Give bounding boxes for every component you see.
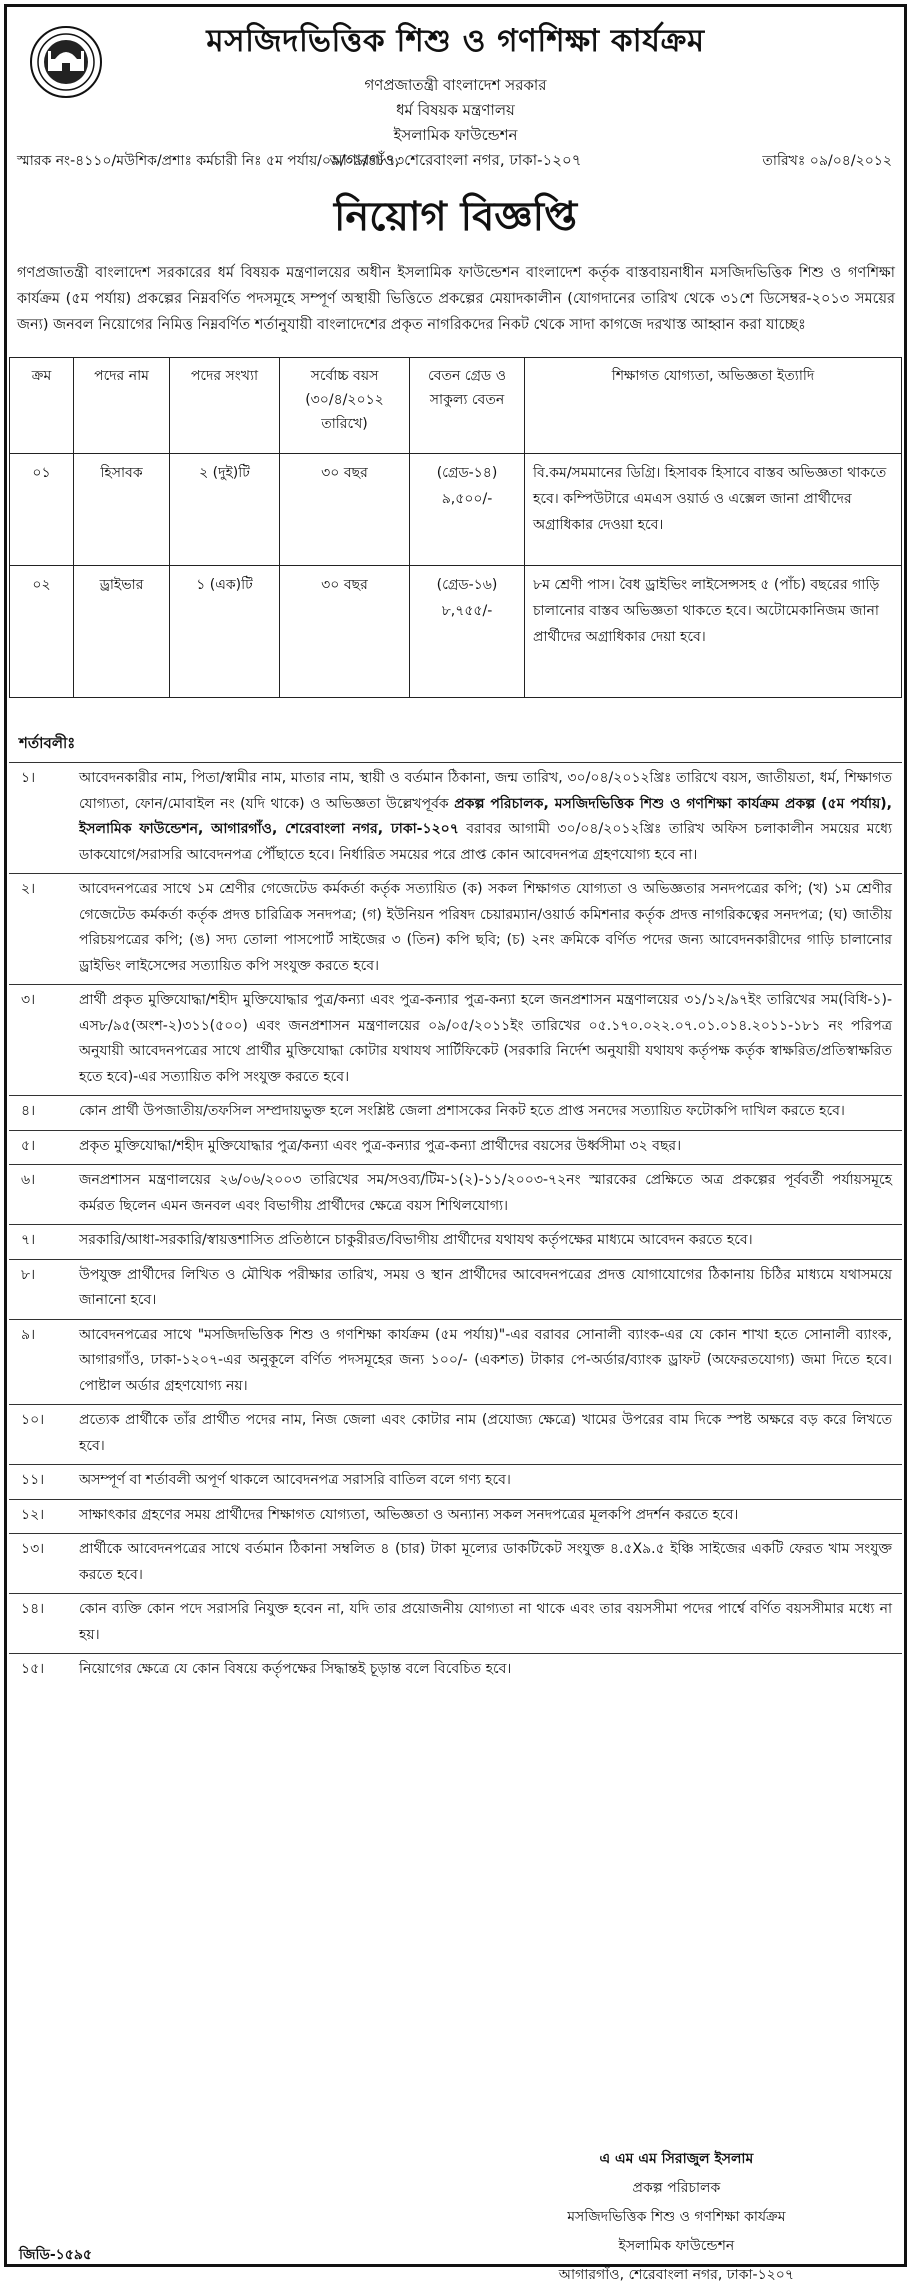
intro-paragraph: গণপ্রজাতন্ত্রী বাংলাদেশ সরকারের ধর্ম বিষয়ক মন্ত্রণালয়ের অধীন ইসলামিক ফাউন্ডেশন বাংলাদেশ কর্তৃক বাস্তবায়নাধীন মসজিদভিত্তিক শিশু ও গণশিক্ষা কার্যক্রম (৫ম পর্যায়) প্রকল্পের নিম্নবর্ণিত পদসমূহে সম্পূর্ণ অস্থায়ী ভিত্তিতে প্রকল্পের মেয়াদকালীন (যোগদানের তারিখ থেকে ৩১শে ডিসেম্বর-২০১৩ সময়ের জন্য) জনবল নিয়োগের নিমিত্ত নিম্নবর্ণিত শর্তানুযায়ী বাংলাদেশের প্রকৃত নাগরিকদের নিকট থেকে সাদা কাগজে দরখাস্ত আহ্বান করা যাচ্ছেঃ	[17, 265, 895, 333]
cell-post-count: ২ (দুই)টি	[170, 454, 280, 566]
condition-text	[79, 1468, 902, 1494]
signatory-address: আগারগাঁও, শেরেবাংলা নগর, ঢাকা-১২০৭	[558, 2267, 794, 2283]
notice-title: নিয়োগ বিজ্ঞপ্তি	[333, 194, 577, 240]
col-post-name: পদের নাম	[74, 358, 170, 454]
table-header-row	[10, 358, 902, 454]
gov-line-3: ইসলামিক ফাউন্ডেশন	[393, 126, 518, 144]
cell-post-name: ড্রাইভার	[74, 566, 170, 698]
condition-text-part: সরকারি/আধা-সরকারি/স্বায়ত্তশাসিত প্রতিষ্ঠানে চাকুরীরত/বিভাগীয় প্রার্থীদের যথাযথ কর্তৃপক্ষের মাধ্যমে আবেদন করতে হবে।	[79, 1232, 753, 1248]
cell-serial: ০২	[10, 566, 74, 698]
condition-text-part: প্রকৃত মুক্তিযোদ্ধা/শহীদ মুক্তিযোদ্ধার পুত্র/কন্যা এবং পুত্র-কন্যার পুত্র-কন্যা প্রার্থীদের বয়সের উর্ধ্বসীমা ৩২ বছর।	[79, 1137, 682, 1154]
condition-text-part: বরাবর আগামী ৩০/০৪/২০১২খ্রিঃ তারিখ অফিস চলাকালীন সময়ের মধ্যে ডাকযোগে/সরাসরি আবেদনপত্র পৌঁছাতে হবে। নির্ধারিত সময়ের পরে প্রাপ্ত কোন আবেদনপত্র গ্রহণযোগ্য হবে না।	[79, 821, 892, 863]
conditions-heading: শর্তাবলীঃ	[19, 734, 76, 752]
condition-number: ৪।	[21, 1103, 36, 1119]
condition-number: ১১।	[21, 1472, 45, 1488]
condition-text	[79, 1099, 902, 1125]
condition-text	[79, 1134, 902, 1160]
condition-number: ৭।	[21, 1232, 36, 1248]
condition-text-part: আবেদনপত্রের সাথে "মসজিদভিত্তিক শিশু ও গণশিক্ষা কার্যক্রম (৫ম পর্যায়)"-এর বরাবর সোনালী ব্যাংক-এর যে কোন শাখা হতে সোনালী ব্যাংক, আগারগাঁও, ঢাকা-১২০৭-এর অনুকূলে বর্ণিত পদসমূহের জন্য ১০০/- (একশত) টাকার পে-অর্ডার/ব্যাংক ড্রাফট (অফেরতযোগ্য) জমা দিতে হবে। পোষ্টাল অর্ডার গ্রহণযোগ্য নয়।	[79, 1326, 892, 1394]
condition-text	[79, 1408, 902, 1459]
cell-max-age: ৩০ বছর	[280, 454, 410, 566]
memo-number: স্মারক নং-৪১১০/মউশিক/প্রশাঃ কর্মচারী নিঃ ৫ম পর্যায়/০৯/০৯/৪৮৭৩	[17, 153, 405, 169]
col-max-age: সর্বোচ্চ বয়স (৩০/৪/২০১২ তারিখে)	[280, 358, 410, 454]
condition-text	[79, 1263, 902, 1314]
advertisement-page	[4, 4, 907, 2283]
condition-number: ১০।	[21, 1412, 45, 1428]
condition-item	[9, 1533, 902, 1593]
table-row	[10, 566, 902, 698]
condition-item	[9, 1404, 902, 1464]
condition-text	[79, 1503, 902, 1529]
condition-item	[9, 1164, 902, 1224]
condition-text	[79, 1537, 902, 1588]
condition-text	[79, 1168, 902, 1219]
col-qualification: শিক্ষাগত যোগ্যতা, অভিজ্ঞতা ইত্যাদি	[525, 358, 902, 454]
condition-text-part: কোন প্রার্থী উপজাতীয়/তফসিল সম্প্রদায়ভুক্ত হলে সংশ্লিষ্ট জেলা প্রশাসকের নিকট হতে প্রাপ্ত সনদের সত্যায়িত ফটোকপি দাখিল করতে হবে।	[79, 1103, 845, 1119]
condition-text-part: আবেদনকারীর নাম, পিতা/স্বামীর নাম, মাতার নাম, স্থায়ী ও বর্তমান ঠিকানা, জন্ম তারিখ, ৩০/০৪/২০১২খ্রিঃ তারিখে বয়স, জাতীয়তা, ধর্ম, শিক্ষাগত যোগ্যতা, ফোন/মোবাইল নং (যদি থাকে) ও অভিজ্ঞতা উল্লেখপূর্বক	[79, 770, 892, 812]
signature-block	[559, 2145, 794, 2290]
conditions-list	[9, 762, 902, 1688]
condition-number: ১।	[21, 770, 36, 786]
posts-table	[9, 357, 902, 698]
condition-text-part: আবেদনপত্রের সাথে ১ম শ্রেণীর গেজেটেড কর্মকর্তা কর্তৃক সত্যায়িত (ক) সকল শিক্ষাগত যোগ্যতা ও অভিজ্ঞতার সনদপত্রের কপি; (খ) ১ম শ্রেণীর গেজেটেড কর্মকর্তা কর্তৃক প্রদত্ত চারিত্রিক সনদপত্র; (গ) ইউনিয়ন পরিষদ চেয়ারম্যান/ওয়ার্ড কমিশনার কর্তৃক প্রদত্ত নাগরিকত্বের সনদপত্র; (ঘ) জাতীয় পরিচয়পত্রের কপি; (ঙ) সদ্য তোলা পাসপোর্ট সাইজের ৩ (তিন) কপি ছবি; (চ) ২নং ক্রমিকে বর্ণিত পদের জন্য আবেদনকারীদের গাড়ি চালানোর ড্রাইভিং লাইসেন্সের সত্যায়িত কপি সংযুক্ত করতে হবে।	[79, 881, 892, 974]
program-title: মসজিদভিত্তিক শিশু ও গণশিক্ষা কার্যক্রম	[206, 23, 705, 59]
col-salary: বেতন গ্রেড ও সাকুল্য বেতন	[410, 358, 525, 454]
header	[7, 7, 904, 172]
condition-number: ৩।	[21, 992, 36, 1008]
condition-item	[9, 1653, 902, 1688]
condition-item	[9, 762, 902, 873]
condition-item	[9, 1499, 902, 1534]
condition-text	[79, 1657, 902, 1683]
condition-number: ১৪।	[21, 1601, 45, 1617]
condition-number: ১৩।	[21, 1541, 45, 1557]
condition-number: ৯।	[21, 1326, 36, 1343]
notice-date: তারিখঃ ০৯/০৪/২০১২	[762, 153, 892, 169]
cell-max-age: ৩০ বছর	[280, 566, 410, 698]
condition-item	[9, 1259, 902, 1319]
gov-line-1: গণপ্রজাতন্ত্রী বাংলাদেশ সরকার	[364, 76, 547, 94]
cell-post-count: ১ (এক)টি	[170, 566, 280, 698]
condition-text-part: জনপ্রশাসন মন্ত্রণালয়ের ২৬/০৬/২০০৩ তারিখের সম/সওব্য/টিম-১(২)-১১/২০০৩-৭২নং স্মারকের প্রেক্ষিতে অত্র প্রকল্পের পূর্ববর্তী পর্যায়সমূহে কর্মরত ছিলেন এমন জনবল এবং বিভাগীয় প্রার্থীদের ক্ষেত্রে বয়স শিথিলযোগ্য।	[79, 1172, 892, 1214]
signatory-name: এ এম এম সিরাজুল ইসলাম	[599, 2151, 754, 2167]
gov-line-2: ধর্ম বিষয়ক মন্ত্রণালয়	[396, 101, 515, 119]
condition-text	[79, 877, 902, 979]
gov-line-4: আগারগাঁও, শেরেবাংলা নগর, ঢাকা-১২০৭	[329, 151, 582, 169]
signatory-project: মসজিদভিত্তিক শিশু ও গণশিক্ষা কার্যক্রম	[567, 2209, 786, 2225]
condition-text-bold: প্রকল্প পরিচালক, মসজিদভিত্তিক শিশু ও গণশিক্ষা কার্যক্রম প্রকল্প (৫ম পর্যায়), ইসলামিক ফাউন্ডেশন, আগারগাঁও, শেরেবাংলা নগর, ঢাকা-১২০৭	[79, 795, 892, 837]
gd-number: জিডি-১৫৯৫	[19, 2247, 92, 2263]
signatory-designation: প্রকল্প পরিচালক	[632, 2180, 721, 2196]
condition-text-part: উপযুক্ত প্রার্থীদের লিখিত ও মৌখিক পরীক্ষার তারিখ, সময় ও স্থান প্রার্থীদের আবেদনপত্রের প্রদত্ত যোগাযোগের ঠিকানায় চিঠির মাধ্যমে যথাসময়ে জানানো হবে।	[79, 1266, 892, 1308]
condition-text	[79, 1597, 902, 1648]
condition-item	[9, 1593, 902, 1653]
table-row	[10, 454, 902, 566]
cell-salary: (গ্রেড-১৪) ৯,৫০০/-	[410, 454, 525, 566]
condition-number: ১৫।	[21, 1661, 45, 1677]
condition-text-part: কোন ব্যক্তি কোন পদে সরাসরি নিযুক্ত হবেন না, যদি তার প্রয়োজনীয় যোগ্যতা না থাকে এবং তার বয়সসীমা পদের পার্শ্বে বর্ণিত বয়সসীমার মধ্যে না হয়।	[79, 1601, 892, 1643]
col-serial: ক্রম	[10, 358, 74, 454]
condition-text-part: প্রার্থী প্রকৃত মুক্তিযোদ্ধা/শহীদ মুক্তিযোদ্ধার পুত্র/কন্যা এবং পুত্র-কন্যার পুত্র-কন্যা হলে জনপ্রশাসন মন্ত্রণালয়ের ৩১/১২/৯৭ইং তারিখের সম(বিধি-১)-এস৮/৯৫(অংশ-২)৩১১(৫০০) এবং জনপ্রশাসন মন্ত্রণালয়ের ০৯/০৫/২০১১ইং তারিখের ০৫.১৭০.০২২.০৭.০১.০১৪.২০১১-১৮১ নং পরিপত্র অনুযায়ী আবেদনপত্রের সাথে প্রার্থীর মুক্তিযোদ্ধা কোটার যথাযথ সার্টিফিকেট (সরকারি নির্দেশ অনুযায়ী যথাযথ কর্তৃপক্ষ কর্তৃক স্বাক্ষরিত/প্রতিস্বাক্ষরিত হতে হবে)-এর সত্যায়িত কপি সংযুক্ত করতে হবে।	[79, 992, 892, 1085]
condition-text	[79, 988, 902, 1090]
condition-item	[9, 1130, 902, 1165]
condition-item	[9, 984, 902, 1095]
condition-item	[9, 1464, 902, 1499]
condition-item	[9, 1319, 902, 1405]
condition-text	[79, 1323, 902, 1400]
cell-post-name: হিসাবক	[74, 454, 170, 566]
condition-text-part: প্রত্যেক প্রার্থীকে তাঁর প্রার্থীত পদের নাম, নিজ জেলা এবং কোটার নাম (প্রযোজ্য ক্ষেত্রে) খামের উপরের বাম দিকে স্পষ্ট অক্ষরে বড় করে লিখতে হবে।	[79, 1412, 892, 1454]
condition-text-part: নিয়োগের ক্ষেত্রে যে কোন বিষয়ে কর্তৃপক্ষের সিদ্ধান্তই চূড়ান্ত বলে বিবেচিত হবে।	[79, 1661, 512, 1677]
col-post-count: পদের সংখ্যা	[170, 358, 280, 454]
condition-item	[9, 1095, 902, 1130]
condition-text-part: অসম্পূর্ণ বা শর্তাবলী অপূর্ণ থাকলে আবেদনপত্র সরাসরি বাতিল বলে গণ্য হবে।	[79, 1472, 511, 1488]
condition-number: ১২।	[21, 1506, 45, 1523]
condition-item	[9, 1224, 902, 1259]
condition-number: ৬।	[21, 1172, 36, 1188]
condition-text-part: প্রার্থীকে আবেদনপত্রের সাথে বর্তমান ঠিকানা সম্বলিত ৪ (চার) টাকা মূল্যের ডাকটিকেট সংযুক্ত ৪.৫X৯.৫ ইঞ্চি সাইজের একটি ফেরত খাম সংযুক্ত করতে হবে।	[79, 1541, 892, 1583]
condition-text	[79, 1228, 902, 1254]
condition-number: ৫।	[21, 1137, 36, 1154]
condition-text	[79, 766, 902, 868]
cell-qualification: ৮ম শ্রেণী পাস। বৈধ ড্রাইভিং লাইসেন্সসহ ৫ (পাঁচ) বছরের গাড়ি চালানোর বাস্তব অভিজ্ঞতা থাকতে হবে। অটোমেকানিজম জানা প্রার্থীদের অগ্রাধিকার দেয়া হবে।	[525, 566, 902, 698]
cell-serial: ০১	[10, 454, 74, 566]
cell-salary: (গ্রেড-১৬) ৮,৭৫৫/-	[410, 566, 525, 698]
condition-number: ৮।	[21, 1266, 36, 1283]
condition-item	[9, 873, 902, 984]
condition-text-part: সাক্ষাৎকার গ্রহণের সময় প্রার্থীদের শিক্ষাগত যোগ্যতা, অভিজ্ঞতা ও অন্যান্য সকল সনদপত্রের মূলকপি প্রদর্শন করতে হবে।	[79, 1506, 739, 1523]
signatory-org: ইসলামিক ফাউন্ডেশন	[618, 2238, 735, 2254]
condition-number: ২।	[21, 881, 36, 897]
cell-qualification: বি.কম/সমমানের ডিগ্রি। হিসাবক হিসাবে বাস্তব অভিজ্ঞতা থাকতে হবে। কম্পিউটারে এমএস ওয়ার্ড ও এক্সেল জানা প্রার্থীদের অগ্রাধিকার দেওয়া হবে।	[525, 454, 902, 566]
